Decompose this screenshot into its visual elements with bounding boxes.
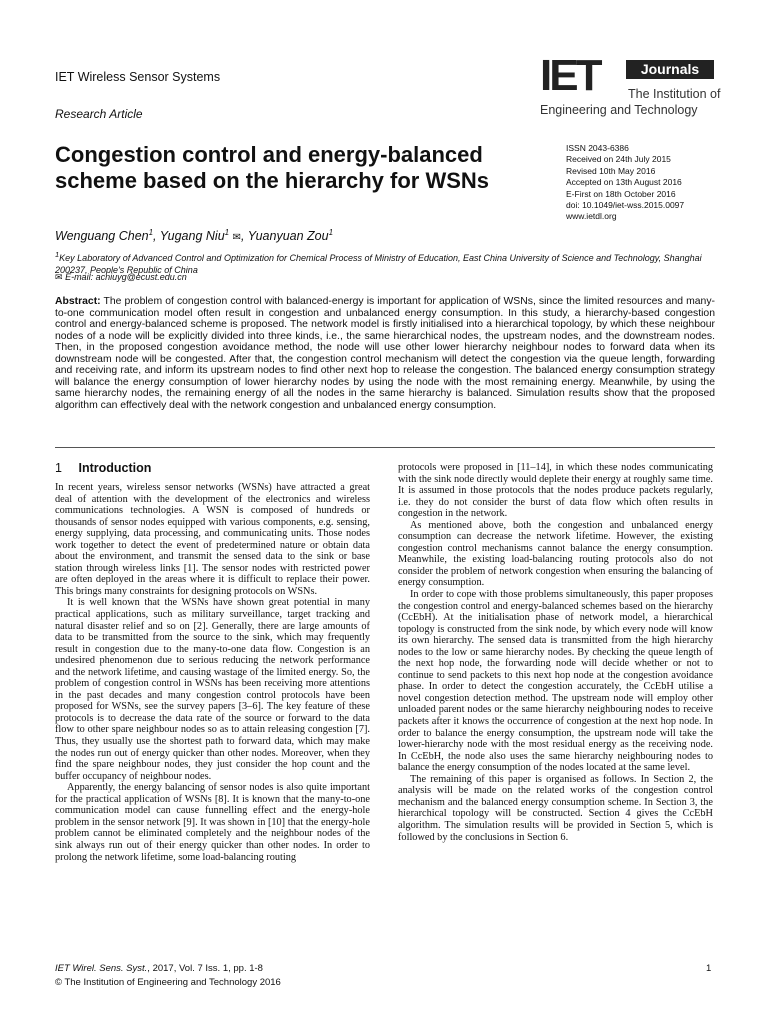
- logo-institution-line1: The Institution of: [628, 87, 721, 101]
- section-number: 1: [55, 461, 62, 475]
- author-list: Wenguang Chen$^1$, Yugang Niu$^1$ ✉, Yuanyuan Zou$^1$: [55, 228, 334, 244]
- paragraph: Apparently, the energy balancing of sensor nodes is also quite important for the practical application of WSNs [8]. It is known that the many-to-one communication model can cause funnelling effect and the energy-hole problem in the sensor network [9]. It was shown in [10] that the energy-hole problem cannot be eliminated completely and the neighbour nodes of the sink always run out of their energy quicker than other nodes. In order to prolong the network lifetime, some load-balancing routing: [55, 782, 370, 863]
- article-title: Congestion control and energy-balanced scheme based on the hierarchy for WSNs: [55, 142, 490, 193]
- abstract-text: The problem of congestion control with balanced-energy is important for application of WSNs, since the limited resources and many-to-one communication model often result in congestion and unbalanced energy consumption. In this study, a hierarchy-based congestion control and energy-balanced scheme is proposed. The network model is firstly initialised into a hierarchical topology, by which these neighbour nodes of a node will be explicitly divided into three kinds, i.e., the same hierarchical nodes, the upstream nodes, and the downstream nodes. Then, in the proposed congestion avoidance method, the node will use other lower hierarchy neighbour nodes to forward data when its downstream node will be congested. After that, the congestion control mechanism will detect the congestion via the queue length, forwarding and receiving rate, and inform its upstream nodes to find other next hop to release the congestion. The balanced energy consumption strategy will balance the energy consumption of lower hierarchy nodes by using the node with the most remaining energy. Meanwhile, by using the same hierarchy nodes, the remaining energy of all the nodes in the same hierarchy is balanced. Simulation results show that the proposed algorithm can effectively deal with the network congestion and unbalanced energy consumption.: [55, 296, 715, 411]
- received-date: Received on 24th July 2015: [566, 154, 671, 165]
- author-name: Wenguang Chen: [55, 229, 149, 244]
- email-address[interactable]: acniuyg@ecust.edu.cn: [95, 272, 187, 282]
- envelope-icon: ✉: [55, 272, 63, 282]
- footer-copyright: © The Institution of Engineering and Technology 2016: [55, 977, 281, 988]
- paragraph: The remaining of this paper is organised as follows. In Section 2, the analysis will be made on the related works of the congestion control mechanism and the balanced energy consumption scheme. In Section 3, the hierarchical topology will be constructed. Section 4 gives the CcEbH algorithm. The simulation results will be provided in Section 5, which is followed by the conclusions in Section 6.: [398, 773, 713, 843]
- issn: ISSN 2043-6386: [566, 143, 629, 153]
- affiliation-text: Key Laboratory of Advanced Control and Optimization for Chemical Process of Ministry of Education, East China University of Science and Technology, Shanghai 200237, People's Republic of China: [55, 253, 702, 275]
- accepted-date: Accepted on 13th August 2016: [566, 177, 682, 188]
- abstract-label: Abstract:: [55, 296, 101, 307]
- author-affiliation-mark: 1: [328, 228, 334, 237]
- footer-citation: [55, 963, 263, 974]
- paragraph: In order to cope with those problems simultaneously, this paper proposes the congestion control and energy-balanced schemes based on the hierarchy (CcEbH). At the initialisation phase of network model, a hierarchical topology is constructed from the sink node, by which every node will know its own hierarchy. The sensed data is transmitted from the high hierarchy nodes to the low or same hierarchy nodes. By checking the queue length of the next hop node, the forwarding node will decide whether or not to continue to send packets to this next hop node at the congestion avoidance phase. In order to detect the congestion accurately, the CcEbH utilise a novel congestion detection method. The upstream node will employ other unloaded parent nodes or the same hierarchy neighbouring nodes to receive packets after it knows the occurrence of congestion at the next hop node. In order to balance the energy consumption, the upstream node will take the lower-hierarchy node with the most residual energy as the receiving node. In CcEbH, the node also uses the same hierarchy neighbouring nodes to balance the energy consumption of the nodes located at the same level.: [398, 589, 713, 774]
- publication-info: [566, 143, 684, 223]
- body-column-right: [398, 462, 713, 843]
- affiliation-mark: 1: [55, 250, 60, 259]
- body-column-left: [55, 482, 370, 863]
- citation-details: , 2017, Vol. 7 Iss. 1, pp. 1-8: [147, 963, 263, 974]
- abstract: [55, 296, 715, 411]
- paragraph: protocols were proposed in [11–14], in which these nodes communicating with the sink node directly would deplete their energy at roughly same time. It is assumed in those protocols that the nodes produce packets regularly, i.e. they do not consider the burst of data flow which often results in congestion in the network.: [398, 462, 713, 520]
- logo-journals-badge: Journals: [626, 60, 714, 79]
- email-label: E-mail:: [65, 272, 94, 282]
- divider: [55, 447, 715, 448]
- section-title: Introduction: [78, 461, 152, 475]
- website-link[interactable]: www.ietdl.org: [566, 211, 617, 222]
- paragraph: It is well known that the WSNs have shown great potential in many practical applications, such as military surveillance, target tracking and natural disaster relief and so on [2]. Generally, there are large amounts of data to be transmitted from the source to the sink, which may frequently result in congestion due to the many-to-one data flow. Congestion is an undesired phenomenon due to serious reducing the network performance and the network lifetime, and causing wastage of the limited energy. So, the problem of congestion control in WSNs has been receiving more attentions in the past decades and many congestion control protocols have been proposed for WSNs, see the survey papers [3–6]. The key feature of these protocols is to decrease the data rate of the source or forward to the data flow to other spare neighbour nodes so as to attain releasing congestion [7]. Thus, they usually use the shortest path to forward data, which may make the nodes run out of energy quicker than other nodes. Moreover, when they find the spare neighbour nodes, they just consider the hop count and the buffer occupancy of neighbour nodes.: [55, 597, 370, 782]
- author-name: Yugang Niu: [159, 229, 225, 244]
- efirst-date: E-First on 18th October 2016: [566, 188, 676, 199]
- citation-journal: IET Wirel. Sens. Syst.: [55, 963, 148, 974]
- section-heading: [55, 461, 151, 475]
- doi[interactable]: doi: 10.1049/iet-wss.2015.0097: [566, 200, 685, 211]
- revised-date: Revised 10th May 2016: [566, 165, 656, 176]
- paragraph: As mentioned above, both the congestion and unbalanced energy consumption can decrease the network lifetime. However, the existing congestion control mechanisms cannot balance the energy consumption. Meanwhile, the existing load-balancing routing protocols also do not consider the problem of network congestion when ensuring the balancing of energy consumption.: [398, 519, 713, 589]
- logo-institution-line2: Engineering and Technology: [540, 103, 698, 117]
- logo-letters: IET: [540, 51, 600, 100]
- contact-email: [55, 272, 187, 283]
- author-affiliation-mark: 1: [224, 228, 230, 237]
- iet-journals-logo: [540, 51, 721, 122]
- paragraph: In recent years, wireless sensor networks (WSNs) have attracted a great deal of attention with the development of the electronics and wireless communications technologies. A WSN is composed of hundreds or thousands of sensor nodes equipped with various components, e.g. sensing, energy supplying, data processing, and communicating units. Those nodes work together to detect the event of predetermined nature or obtain data about the environment, and transmit the sensed data to the sink or base station through wireless links [1]. The sensor nodes with restricted power are often deployed in the areas where it is difficult to replace their power. This brings many constraints for designing protocols on WSNs.: [55, 482, 370, 597]
- article-type: Research Article: [55, 107, 143, 121]
- journal-name: IET Wireless Sensor Systems: [55, 70, 221, 84]
- author-name: Yuanyuan Zou: [247, 229, 329, 244]
- envelope-icon[interactable]: ✉: [232, 232, 241, 244]
- author-affiliation-mark: 1: [148, 228, 154, 237]
- page-number: 1: [706, 963, 712, 974]
